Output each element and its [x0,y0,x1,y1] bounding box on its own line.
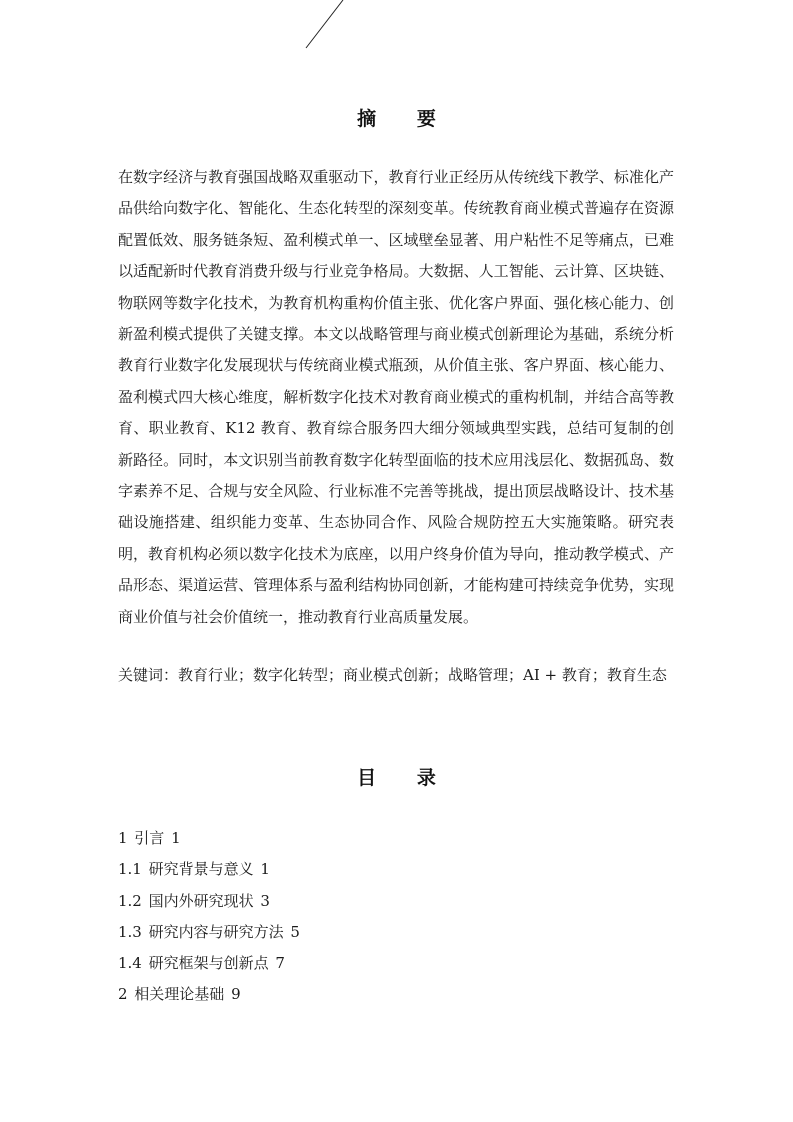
toc-entry-page: 9 [231,985,241,1004]
toc-entry-title: 研究内容与研究方法 [148,922,284,941]
toc-entry[interactable] [118,917,300,948]
toc-entry-number: 1.3 [118,922,142,941]
toc-entry-page: 3 [260,891,270,910]
toc-entry-page: 1 [171,829,181,847]
toc-entry-number: 1 [118,829,128,847]
toc-entry[interactable] [118,886,300,917]
toc-entry-title: 研究框架与创新点 [148,954,269,973]
toc-entry-page: 5 [290,922,300,941]
toc-entry[interactable] [118,948,300,979]
toc-entry[interactable] [118,854,300,885]
toc-entry[interactable] [118,823,300,854]
toc-entry-page: 7 [275,954,285,973]
corner-fold-line [300,0,350,52]
toc-entry-title: 国内外研究现状 [148,891,254,910]
abstract-heading: 摘 要 [357,108,453,130]
toc-entry[interactable] [118,979,300,1010]
toc-heading: 目 录 [357,767,453,789]
toc-entry-number: 2 [118,985,128,1004]
abstract-body: 在数字经济与教育强国战略双重驱动下，教育行业正经历从传统线下教学、标准化产品供给向数字化、智能化、生态化转型的深刻变革。传统教育商业模式普遍存在资源配置低效、服务链条短、盈利模式单一、区域壁垒显著、用户粘性不足等痛点，已难以适配新时代教育消费升级与行业竞争格局。大数据、人工智能、云计算、区块链、物联网等数字化技术，为教育机构重构价值主张、优化客户界面、强化核心能力、创新盈利模式提供了关键支撑。本文以战略管理与商业模式创新理论为基础，系统分析教育行业数字化发展现状与传统商业模式瓶颈，从价值主张、客户界面、核心能力、盈利模式四大核心维度，解析数字化技术对教育商业模式的重构机制，并结合高等教育、职业教育、K12 教育、教育综合服务四大细分领域典型实践，总结可复制的创新路径。同时，本文识别当前教育数字化转型面临的技术应用浅层化、数据孤岛、数字素养不足、合规与安全风险、行业标准不完善等挑战，提出顶层战略设计、技术基础设施搭建、组织能力变革、生态协同合作、风险合规防控五大实施策略。研究表明，教育机构必须以数字化技术为底座，以用户终身价值为导向，推动教学模式、产品形态、渠道运营、管理体系与盈利结构协同创新，才能构建可持续竞争优势，实现商业价值与社会价值统一，推动教育行业高质量发展。 [118,168,674,626]
toc-list [118,823,300,1011]
toc-entry-page: 1 [260,860,270,879]
toc-entry-title: 相关理论基础 [134,985,225,1004]
toc-entry-number: 1.1 [118,860,142,879]
toc-entry-title: 研究背景与意义 [148,860,254,879]
toc-entry-number: 1.2 [118,891,142,910]
abstract-keywords: 关键词：教育行业；数字化转型；商业模式创新；战略管理；AI + 教育；教育生态 [118,666,667,684]
toc-entry-number: 1.4 [118,954,142,973]
toc-entry-title: 引言 [134,829,165,847]
